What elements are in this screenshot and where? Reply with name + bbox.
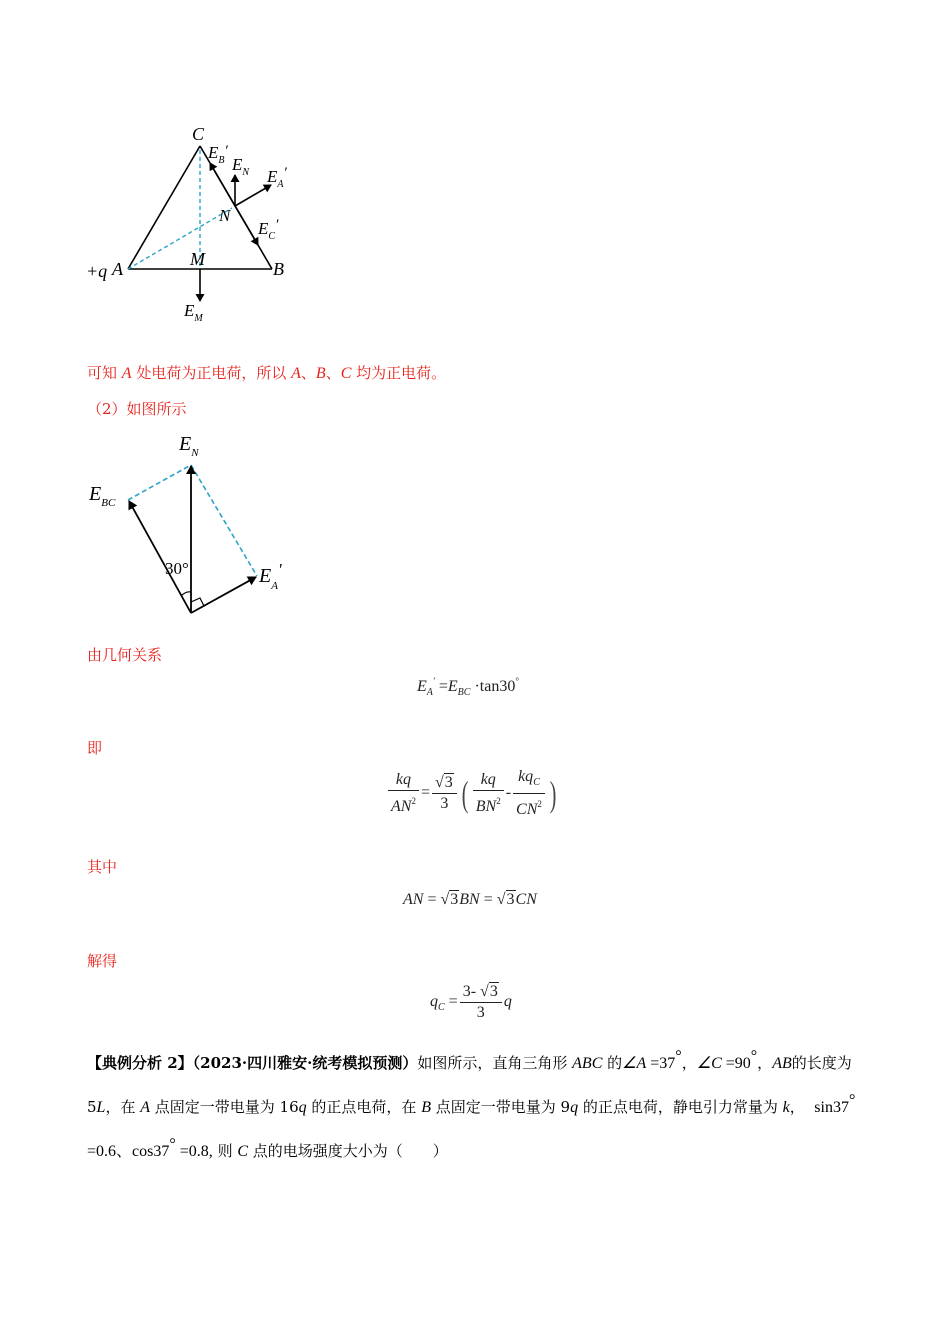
equation-2: $\frac{kq}{AN^2}$ = $\frac{√3}{3}$ ( $\frac{kq}{BN^2}$ - $\frac{kq_C}{CN^2}$ ) bbox=[386, 768, 559, 819]
label-EBC: $E_{BC}$ bbox=[89, 483, 116, 509]
problem-heading: 【典例分析 2】（2023·四川雅安·统考模拟预测） bbox=[87, 1054, 418, 1072]
label-EB: $E_B'$ bbox=[208, 143, 228, 166]
geometry-heading: 由几何关系 bbox=[87, 646, 163, 664]
equation-3: AN = √3BN = √3CN bbox=[403, 891, 537, 908]
angle-arc bbox=[181, 592, 191, 596]
dashed-AN bbox=[128, 208, 232, 269]
label-EA2: $E_A'$ bbox=[259, 560, 282, 592]
equation-4: $q_C$ = $\frac{3- √3}{3}$ q bbox=[430, 983, 512, 1021]
vector-composition-diagram bbox=[85, 428, 315, 618]
label-q: +q bbox=[86, 261, 108, 281]
triangle-field-diagram bbox=[80, 120, 320, 335]
label-M: M bbox=[190, 249, 205, 269]
side-CB-lower bbox=[258, 245, 272, 269]
label-angle: 30° bbox=[165, 559, 189, 578]
label-EN2: $E_N$ bbox=[179, 433, 199, 459]
equation-1: $E_A' =E_{BC} \cdot\tan 30^\circ$ bbox=[417, 676, 519, 698]
part2-heading: （2）如图所示 bbox=[87, 400, 187, 418]
arrow-EA bbox=[235, 185, 271, 206]
dashed-EN-EA bbox=[191, 465, 257, 576]
right-angle-mark bbox=[191, 598, 204, 606]
example-problem-2: 【典例分析 2】（2023·四川雅安·统考模拟预测）如图所示，直角三角形 ABC 的∠A =37°，∠C =90°，AB的长度为 5L，在 A 点固定一带电量为 16q 的正点电荷，在 B 点固定一带电量为 9q 的正点电荷，静电引力常量为 k， sin37° =0.6、cos37° =0.8, 则 C 点的电场强度大小为（ ） bbox=[87, 1048, 856, 1160]
dashed-EBC-EN bbox=[128, 465, 191, 500]
label-C: C bbox=[192, 124, 205, 144]
label-EM: $E_M$ bbox=[184, 301, 203, 324]
conclusion-line: 可知 A 处电荷为正电荷，所以 A、B、C 均为正电荷。 bbox=[87, 364, 447, 382]
label-EC: $E_C'$ bbox=[258, 217, 279, 242]
arrow-EC bbox=[235, 206, 258, 245]
arrow-EBC bbox=[129, 501, 191, 613]
namely-heading: 即 bbox=[87, 739, 103, 757]
arrow-EA2 bbox=[191, 577, 256, 613]
label-N: N bbox=[219, 206, 231, 225]
solve-heading: 解得 bbox=[87, 952, 118, 970]
label-EN: $E_N$ bbox=[232, 155, 250, 178]
label-EA: $E_A'$ bbox=[267, 165, 287, 190]
label-B: B bbox=[273, 259, 284, 279]
where-heading: 其中 bbox=[87, 858, 118, 876]
label-A: A bbox=[112, 259, 123, 279]
